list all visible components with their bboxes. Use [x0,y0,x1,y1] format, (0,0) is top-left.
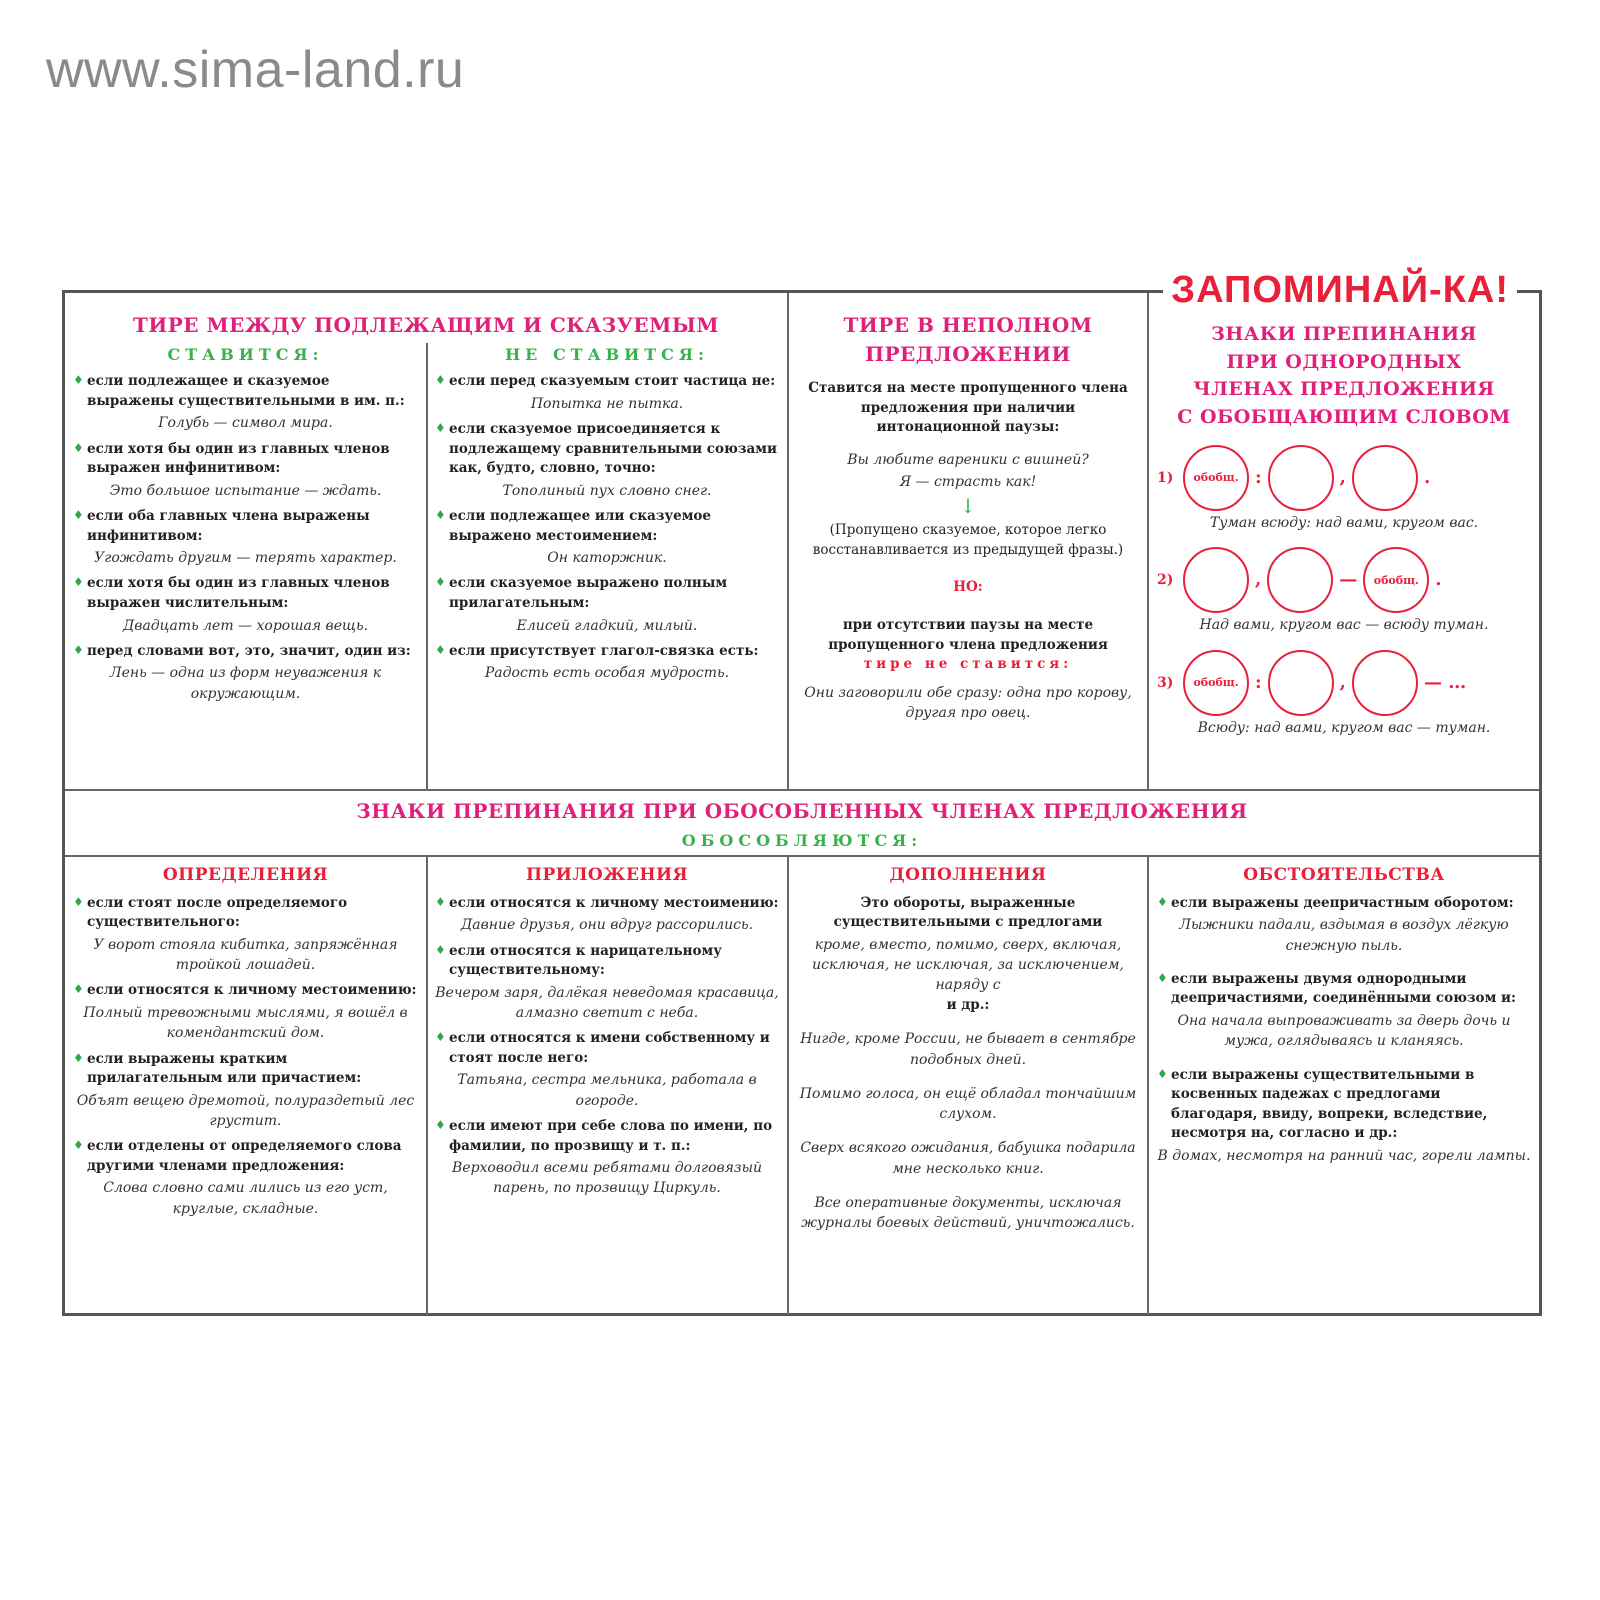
column-title: ОБСТОЯТЕЛЬСТВА [1243,865,1445,885]
scheme-2: 2) , — обобщ. . [1157,547,1531,613]
example: Татьяна, сестра мельника, работала в огороде. [457,1072,757,1109]
circle-member [1183,547,1249,613]
scheme-number: 1) [1157,470,1174,487]
homogeneous-members-column [1149,321,1539,789]
example: Он каторжник. [547,550,667,567]
circle-generalizing-word: обобщ. [1183,650,1249,716]
rule: ♦ если относятся к нарицательному существительному: [435,942,779,981]
circle-member [1268,445,1334,511]
rule: ♦ если относятся к личному местоимению: [435,894,779,914]
example: Я — страсть как! [899,473,1037,490]
rule: Это обороты, выраженные существительными с предлогами [833,894,1103,931]
subheading: НЕ СТАВИТСЯ: [505,345,709,364]
example: Объят вещею дремотой, полураздетый лес грустит. [76,1092,415,1129]
but-label: НО: [953,579,983,596]
example: Верховодил всеми ребятами долговязый парень, по прозвищу Циркуль. [452,1160,762,1197]
rule: ♦ если сказуемое выражено полным прилагательным: [435,574,779,613]
note: (Пропущено сказуемое, которое легко восстанавливается из предыдущей фразы.) [812,522,1124,558]
incomplete-sentence-column [789,311,1147,789]
example: Лень — одна из форм неуважения к окружающим. [109,665,382,702]
example: Нигде, кроме России, не бывает в сентябре подобных дней. [800,1031,1136,1068]
rule: ♦ если выражены кратким прилагательным или причастием: [73,1050,418,1089]
arrow-down-icon: ↓ [959,494,977,519]
scheme-1: 1) обобщ. : , . [1157,445,1531,511]
column-title: ДОПОЛНЕНИЯ [889,865,1047,885]
objects-column [789,863,1147,1313]
rule: ♦ если выражены двумя однородными деепричастиями, соединёнными союзом и: [1157,970,1531,1009]
circle-member [1267,547,1333,613]
example: Елисей гладкий, милый. [516,617,698,634]
section-title: ТИРЕ МЕЖДУ ПОДЛЕЖАЩИМ И СКАЗУЕМЫМ [132,313,719,337]
example: Давние друзья, они вдруг рассорились. [460,917,754,934]
example: Слова словно сами лились из его уст, круглые, складные. [103,1180,388,1217]
example: Вы любите вареники с вишней? [847,451,1089,468]
rule: ♦ если хотя бы один из главных членов выражен числительным: [73,574,418,613]
rule: и др.: [946,996,990,1013]
rule: ♦ перед словами вот, это, значит, один из: [73,642,418,662]
example: Вечером заря, далёкая неведомая красавица, алмазно светит с неба. [435,984,779,1021]
example: Попытка не пытка. [530,395,684,412]
column-title: ОПРЕДЕЛЕНИЯ [162,865,329,885]
scheme-3: 3) обобщ. : , — … [1157,650,1531,716]
rule: ♦ если относятся к имени собственному и стоят после него: [435,1029,779,1068]
rule: ♦ если имеют при себе слова по имени, по фамилии, по прозвищу и т. п.: [435,1117,779,1156]
example: Двадцать лет — хорошая вещь. [122,617,369,634]
rule-emphasis: тире не ставится: [863,656,1073,673]
example: В домах, несмотря на ранний час, горели лампы. [1157,1147,1531,1164]
example: Лыжники падали, вздымая в воздух лёгкую снежную пыль. [1179,917,1509,954]
circle-member [1352,445,1418,511]
poster [62,269,1542,1316]
rule: ♦ если относятся к личному местоимению: [73,981,418,1001]
section-title: ПРИ ОДНОРОДНЫХ [1226,350,1462,373]
rule: ♦ если оба главных члена выражены инфинитивом: [73,507,418,546]
section-title: ЗНАКИ ПРЕПИНАНИЯ ПРИ ОБОСОБЛЕННЫХ ЧЛЕНАХ ПРЕДЛОЖЕНИЯ [356,799,1248,823]
example: Всюду: над вами, кругом вас — туман. [1197,719,1491,736]
circle-generalizing-word: обобщ. [1363,547,1429,613]
example: Полный тревожными мыслями, я вошёл в комендантский дом. [83,1004,408,1042]
rule: ♦ если выражены существительными в косвенных падежах с предлогами благодаря, ввиду, вопреки, вследствие, несмотря на, согласно и др.: [1157,1066,1531,1144]
circle-generalizing-word: обобщ. [1183,445,1249,511]
example: Помимо голоса, он ещё обладал тончайшим слухом. [799,1085,1137,1123]
example: Все оперативные документы, исключая журналы боевых действий, уничтожались. [801,1195,1135,1232]
example: У ворот стояла кибитка, запряжённая тройкой лошадей. [93,936,398,974]
circle-member [1268,650,1334,716]
subheading: СТАВИТСЯ: [167,345,324,364]
scheme-number: 2) [1157,572,1174,589]
rule: ♦ если подлежащее и сказуемое выражены существительными в им. п.: [73,372,418,411]
divider [65,855,1539,857]
section-title: С ОБОБЩАЮЩИМ СЛОВОМ [1177,405,1511,428]
rule: ♦ если хотя бы один из главных членов выражен инфинитивом: [73,440,418,479]
example: Над вами, кругом вас — всюду туман. [1199,617,1489,634]
rule: при отсутствии паузы на месте пропущенного члена предложения [828,616,1108,653]
example: Туман всюду: над вами, кругом вас. [1209,515,1479,532]
example: Голубь — символ мира. [158,415,333,432]
column-title: ПРИЛОЖЕНИЯ [525,865,689,885]
circle-member [1352,650,1418,716]
appositions-column [427,863,787,1313]
section-title: ТИРЕ В НЕПОЛНОМ [843,313,1093,337]
example: Сверх всякого ожидания, бабушка подарила мне несколько книг. [800,1140,1136,1177]
section-title: ЗНАКИ ПРЕПИНАНИЯ [1211,323,1477,345]
dash-placed-column [65,343,426,789]
example: Угождать другим — терять характер. [94,550,397,567]
rule: Ставится на месте пропущенного члена предложения при наличии интонационной паузы: [808,380,1128,436]
scheme-number: 3) [1157,674,1174,691]
rule: ♦ если перед сказуемым стоит частица не: [435,372,779,392]
rule: ♦ если стоят после определяемого существительного: [73,894,418,933]
dash-not-placed-column [427,343,787,789]
example: Это большое испытание — ждать. [109,482,382,499]
example: Тополиный пух словно снег. [502,482,712,499]
stamp-title: ЗАПОМИНАЙ-КА! [1163,269,1517,312]
example: Они заговорили обе сразу: одна про корову, другая про овец. [804,684,1132,721]
example: Радость есть особая мудрость. [484,665,730,682]
circumstances-column [1149,863,1539,1313]
subheading: ОБОСОБЛЯЮТСЯ: [681,831,923,850]
section-title: ПРЕДЛОЖЕНИИ [865,342,1071,366]
rule: ♦ если присутствует глагол-связка есть: [435,642,779,662]
rule: ♦ если сказуемое присоединяется к подлежащему сравнительными союзами как, будто, словно, точно: [435,420,779,479]
watermark: www.sima-land.ru [46,41,465,99]
divider [65,789,1539,791]
rule: ♦ если отделены от определяемого слова другими членами предложения: [73,1137,418,1176]
rule: ♦ если подлежащее или сказуемое выражено местоимением: [435,507,779,546]
attributes-column [65,863,426,1313]
section-title: ЧЛЕНАХ ПРЕДЛОЖЕНИЯ [1193,378,1495,401]
example: Она начала выпроваживать за дверь дочь и мужа, оглядываясь и кланяясь. [1177,1012,1511,1050]
prepositions-list: кроме, вместо, помимо, сверх, включая, исключая, не исключая, за исключением, наряду с [812,936,1124,994]
rule: ♦ если выражены деепричастным оборотом: [1157,894,1531,914]
